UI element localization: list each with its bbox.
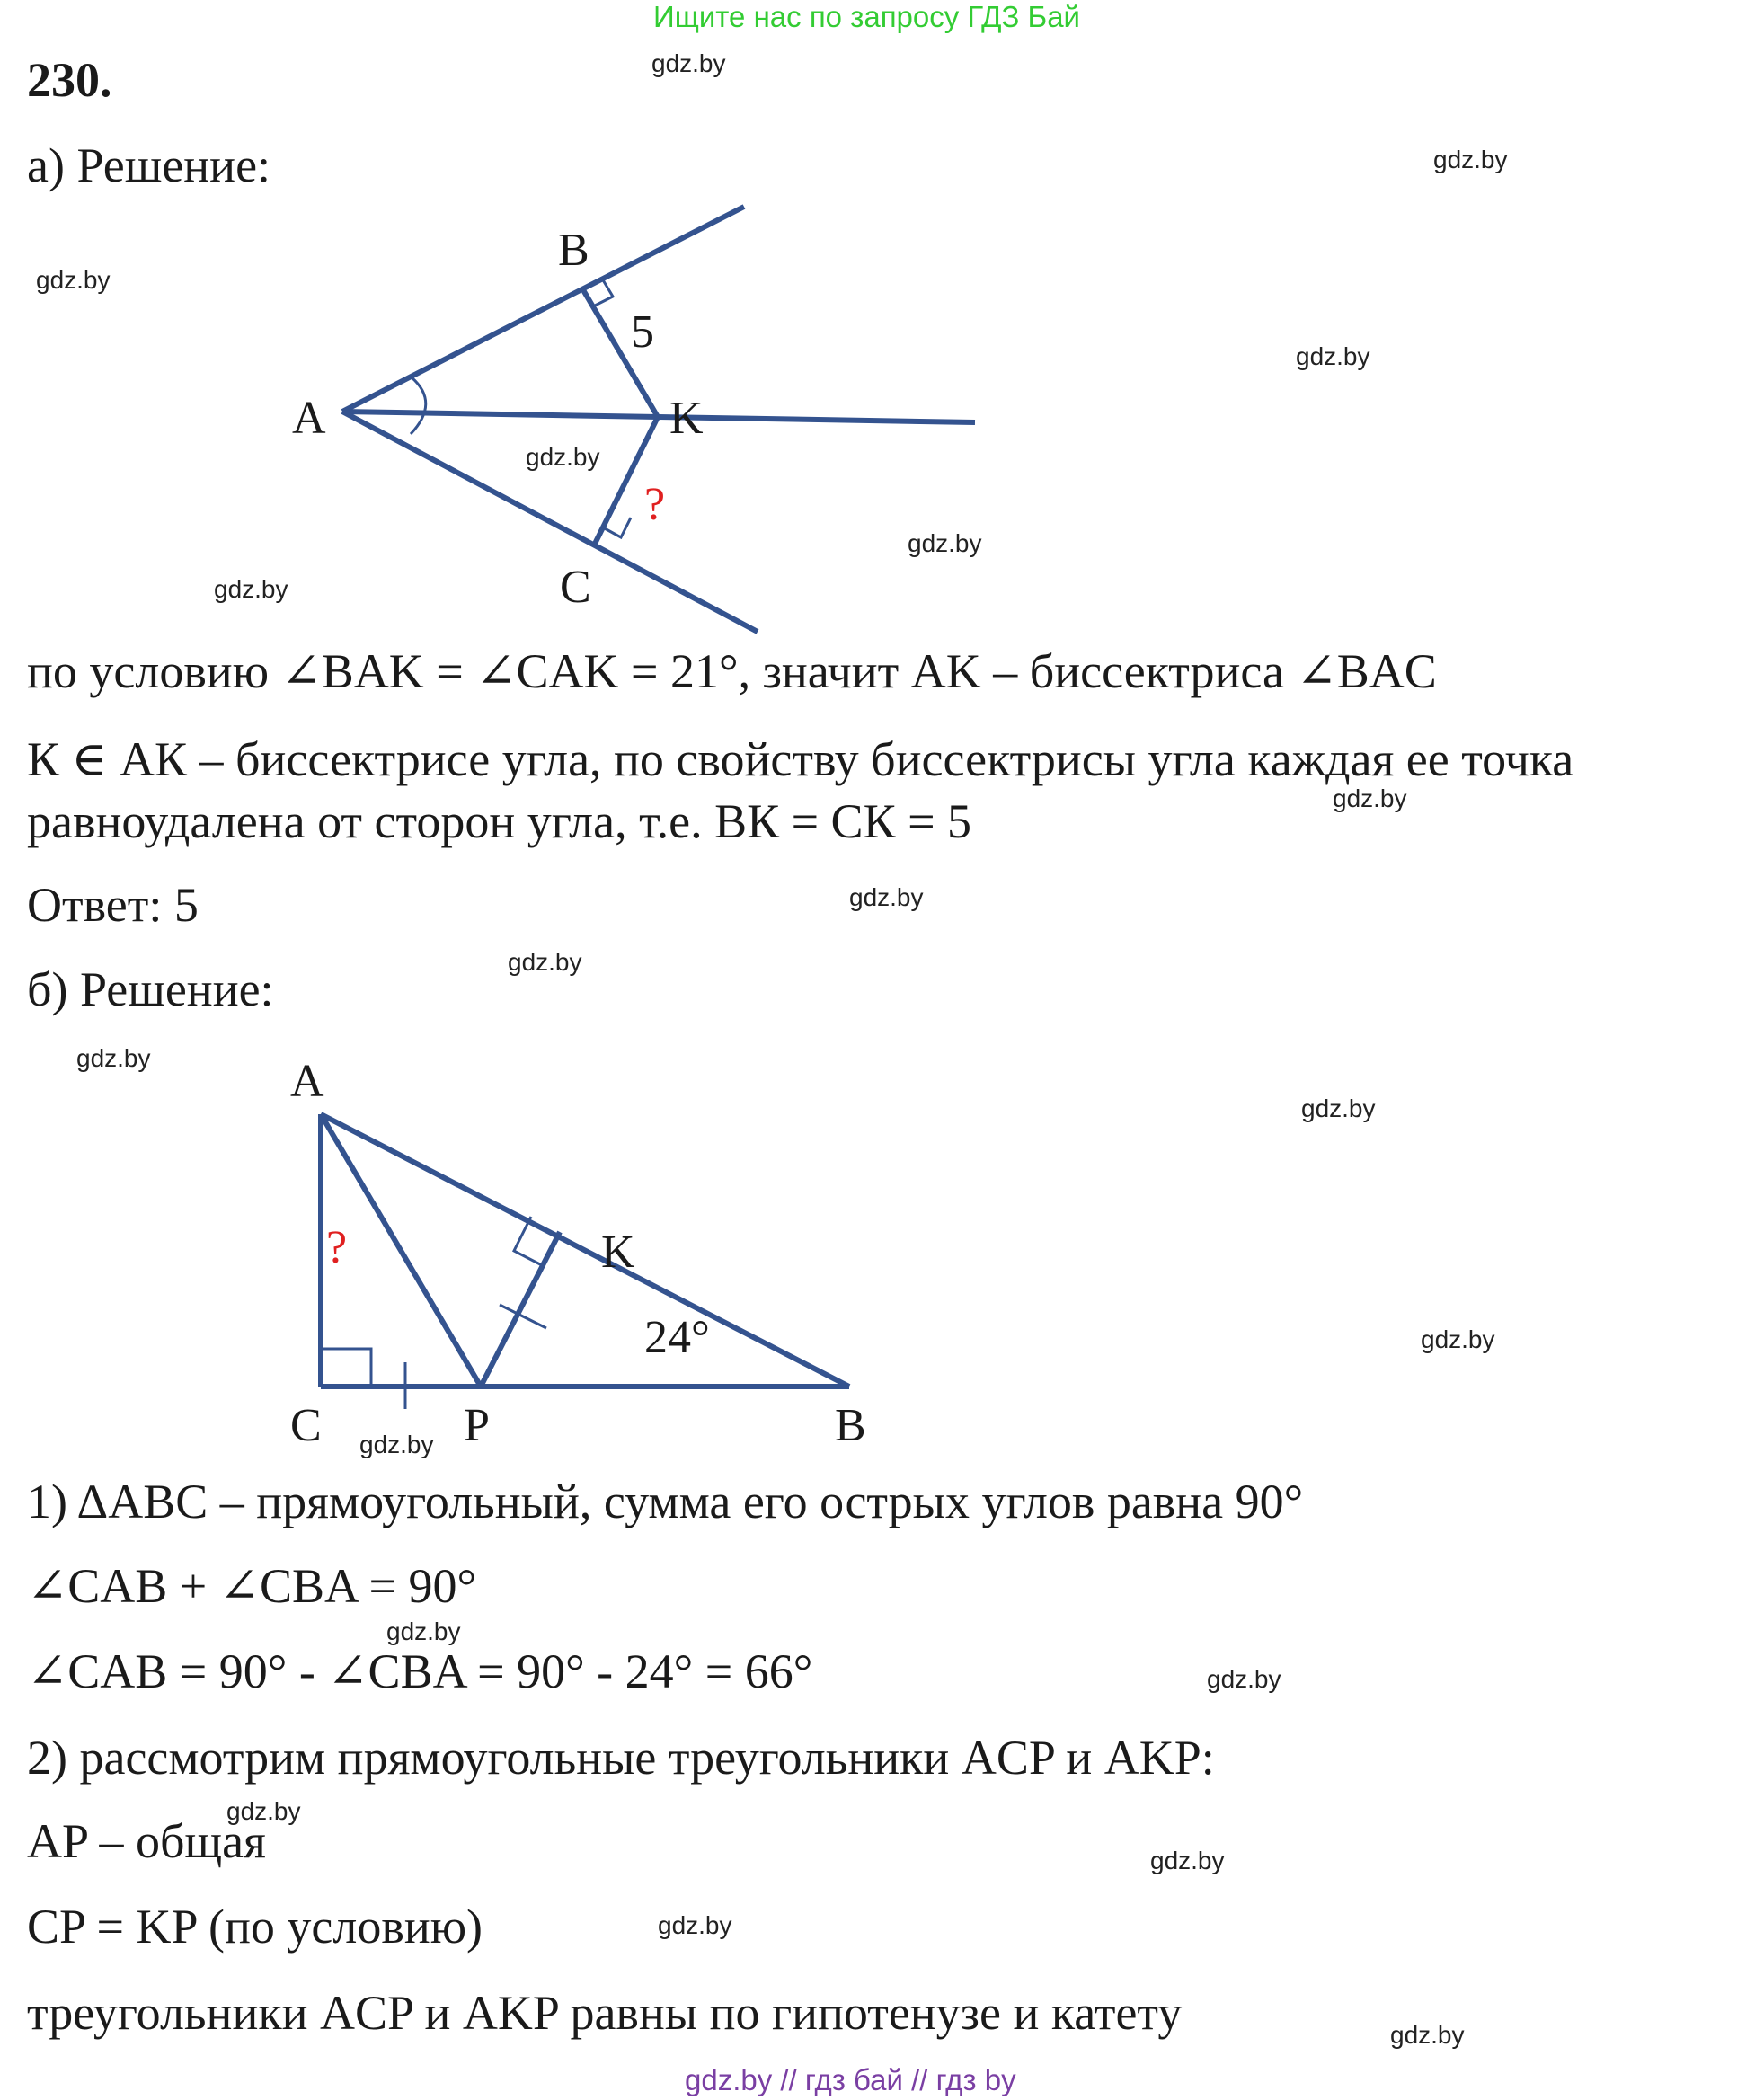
part-a-line-3: равноудалена от сторон угла, т.е. ВК = СК = 5: [27, 794, 972, 848]
figure-b-label-a: A: [290, 1056, 324, 1107]
part-b-line-6: CP = KP (по условию): [27, 1900, 483, 1954]
figure-a-label-b: B: [558, 225, 589, 276]
figure-b-label-p: P: [464, 1400, 490, 1451]
watermark: gdz.by: [386, 1617, 461, 1645]
figure-b-label-c: C: [290, 1400, 322, 1451]
watermark: gdz.by: [508, 948, 582, 976]
footer-links: gdz.by // гдз бай // гдз by: [685, 2063, 1016, 2096]
watermark: gdz.by: [1301, 1094, 1376, 1122]
watermark: gdz.by: [359, 1431, 434, 1458]
part-b-heading: б) Решение:: [27, 962, 274, 1016]
watermark: gdz.by: [526, 443, 600, 471]
figure-a-length-bk: 5: [631, 306, 654, 358]
figure-a-unknown-mark: ?: [644, 479, 666, 530]
part-b-line-3: ∠CAB = 90° - ∠CBA = 90° - 24° = 66°: [27, 1644, 813, 1698]
figure-b-unknown-mark: ?: [326, 1222, 348, 1273]
watermark: gdz.by: [1207, 1665, 1281, 1693]
search-banner: Ищите нас по запросу ГДЗ Бай: [653, 0, 1080, 33]
watermark: gdz.by: [1433, 146, 1508, 173]
watermark: gdz.by: [1296, 342, 1370, 370]
part-b-line-5: AP – общая: [27, 1814, 266, 1868]
watermark: gdz.by: [1390, 2021, 1465, 2049]
watermark: gdz.by: [1333, 784, 1407, 812]
figure-a-angle-arc: [411, 377, 426, 434]
part-b-line-4: 2) рассмотрим прямоугольные треугольники ACP и AKP:: [27, 1731, 1215, 1785]
part-a-answer: Ответ: 5: [27, 878, 199, 932]
figure-a-label-a: A: [292, 393, 326, 444]
problem-number: 230.: [27, 53, 112, 107]
watermark: gdz.by: [658, 1911, 732, 1939]
watermark: gdz.by: [1421, 1325, 1495, 1353]
part-b-line-2: ∠CAB + ∠CBA = 90°: [27, 1559, 477, 1613]
watermark: gdz.by: [849, 883, 924, 911]
watermark: gdz.by: [36, 266, 111, 294]
figure-b-angle-b: 24°: [644, 1312, 710, 1363]
watermark: gdz.by: [1150, 1847, 1225, 1874]
figure-b-right-angle-c: [321, 1349, 371, 1387]
part-a-line-1: по условию ∠BAK = ∠CAK = 21°, значит AK – биссектриса ∠BAC: [27, 644, 1437, 698]
watermark: gdz.by: [651, 49, 726, 77]
figure-b-label-k: K: [601, 1227, 635, 1278]
watermark: gdz.by: [908, 529, 982, 557]
watermark: gdz.by: [214, 575, 288, 603]
watermark: gdz.by: [226, 1797, 301, 1825]
figure-a-label-c: C: [560, 562, 591, 613]
watermark: gdz.by: [76, 1044, 151, 1072]
figure-a-label-k: K: [669, 393, 704, 444]
figure-b-label-b: B: [835, 1400, 866, 1451]
part-a-heading: а) Решение:: [27, 138, 271, 192]
figure-a-ray-ab: [342, 207, 744, 412]
part-a-line-2: К ∈ АК – биссектрисе угла, по свойству биссектрисы угла каждая ее точка: [27, 732, 1574, 786]
part-b-line-1: 1) ΔABC – прямоугольный, сумма его острых углов равна 90°: [27, 1475, 1304, 1528]
part-b-line-7: треугольники ACP и AKP равны по гипотенузе и катету: [27, 1986, 1183, 2040]
